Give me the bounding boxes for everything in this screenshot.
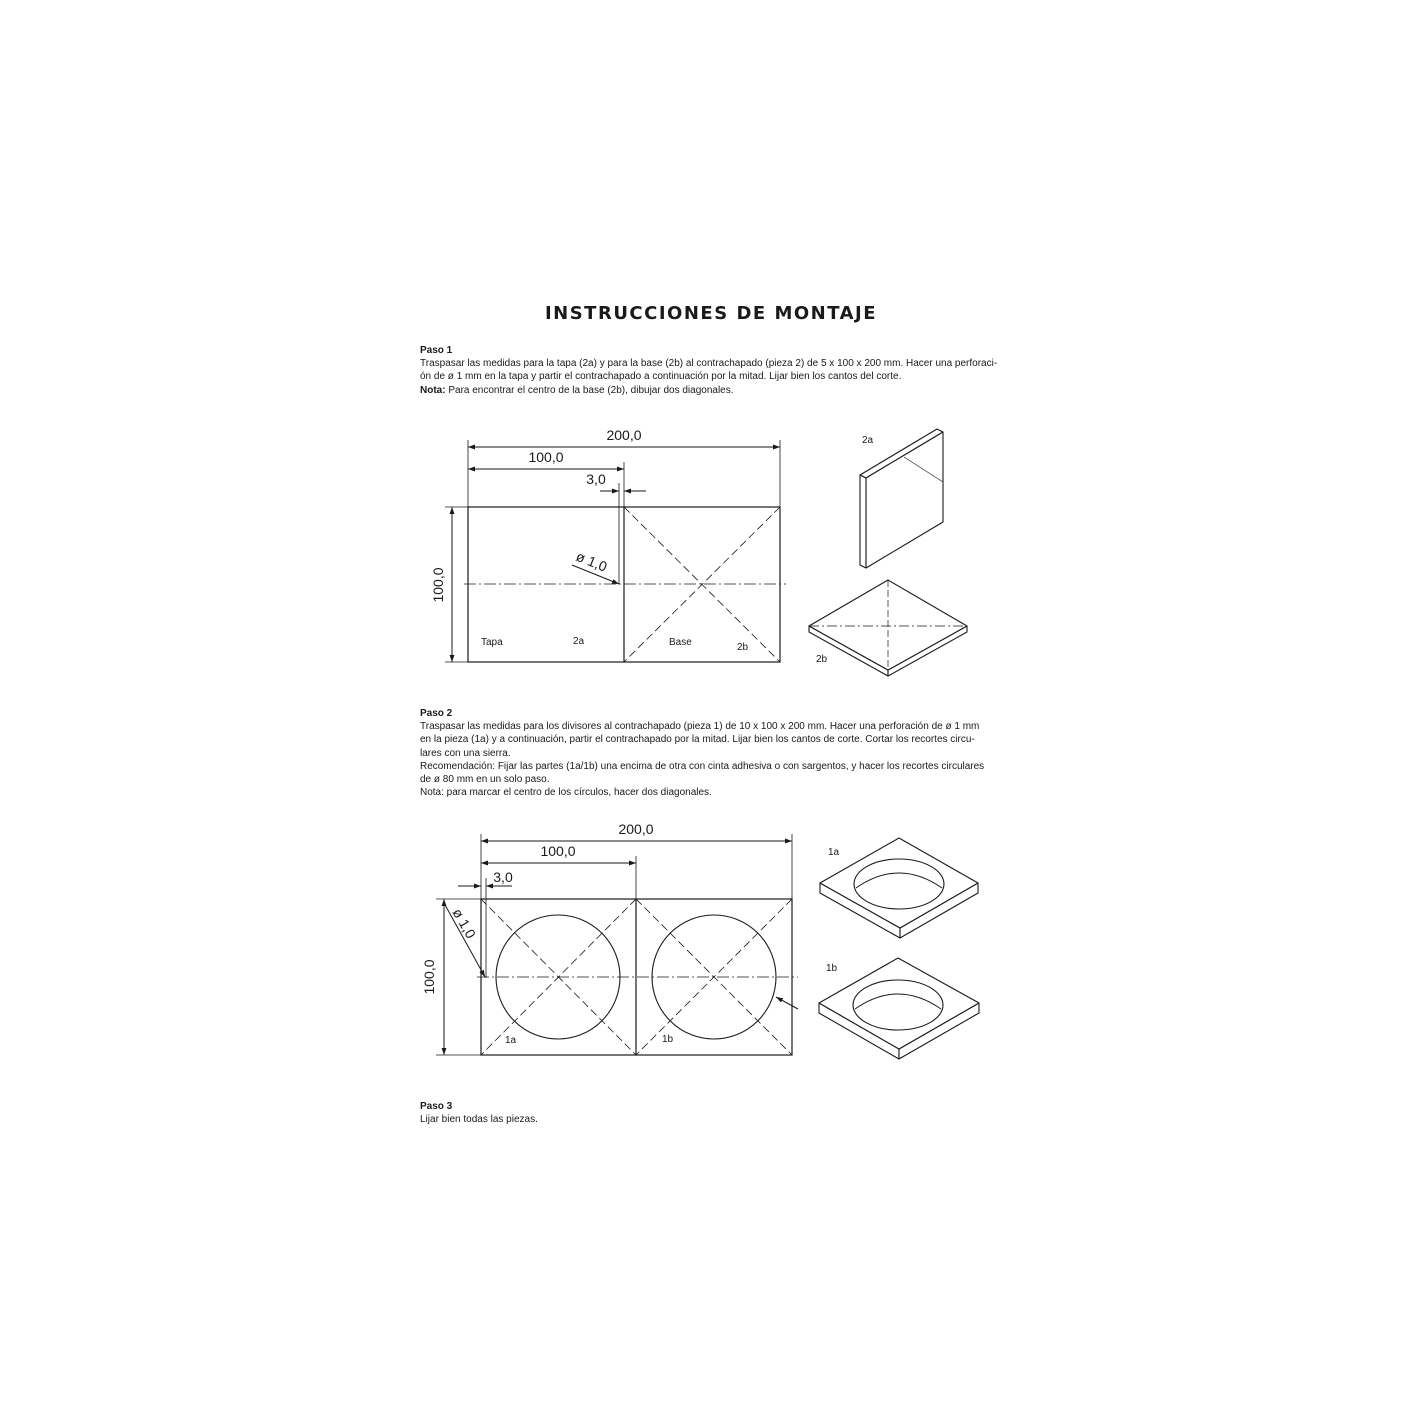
label-base: Base [669,637,692,648]
diagram-1-plan [445,440,786,662]
iso-part-1b [819,958,979,1059]
dim2-200-label: 200,0 [618,821,654,837]
iso-label-2a: 2a [862,435,874,446]
iso-label-2b: 2b [816,654,828,665]
step-2-line-3: lares con una sierra. [420,747,511,759]
label-2a: 2a [573,636,585,647]
dim-3-label: 3,0 [586,471,606,487]
dim-height-label: 100,0 [430,567,446,603]
step-3-line-1: Lijar bien todas las piezas. [420,1114,538,1126]
step-1-line-1: Traspasar las medidas para la tapa (2a) y para la base (2b) al contrachapado (pieza 2) de 5 x 100 x 200 mm. Hacer una perforaci- [420,358,998,370]
dim-100-label: 100,0 [528,449,564,465]
step-2-heading: Paso 2 [420,708,453,719]
label-2b: 2b [737,642,749,653]
diagram-2-plan [436,834,798,1055]
dim2-100-label: 100,0 [540,843,576,859]
dim-200-label: 200,0 [606,427,642,443]
step-2-line-6: Nota: para marcar el centro de los círculos, hacer dos diagonales. [420,787,712,799]
dim2-hole-label: ø 1,0 [449,905,480,942]
step-2-line-1: Traspasar las medidas para los divisores al contrachapado (pieza 1) de 10 x 100 x 200 mm. Hacer una perforación de ø 1 mm [420,721,980,733]
iso-part-1a [820,838,978,938]
step-1-note-label: Nota: [420,384,446,396]
step-1-note-text: Para encontrar el centro de la base (2b), dibujar dos diagonales. [445,384,734,396]
label-tapa: Tapa [481,637,503,648]
page-title: INSTRUCCIONES DE MONTAJE [544,303,878,324]
iso-part-2b [809,580,967,676]
step-3-heading: Paso 3 [420,1101,453,1112]
iso-label-1b: 1b [826,963,838,974]
iso-part-2a [860,429,943,568]
iso-label-1a: 1a [828,847,840,858]
step-2-line-5: de ø 80 mm en un solo paso. [420,774,550,786]
step-1-heading: Paso 1 [420,345,453,356]
dim2-3-label: 3,0 [493,869,513,885]
step-1-line-2: ón de ø 1 mm en la tapa y partir el contrachapado a continuación por la mitad. Lijar bien los cantos del corte. [420,371,902,383]
label-1a: 1a [505,1035,517,1046]
step-2-line-4: Recomendación: Fijar las partes (1a/1b) una encima de otra con cinta adhesiva o con sargentos, y hacer los recortes circulares [420,760,985,772]
dim2-height-label: 100,0 [421,959,437,995]
step-2-line-2: en la pieza (1a) y a continuación, partir el contrachapado por la mitad. Lijar bien los cantos de corte. Cortar los recortes circu- [420,734,975,746]
dim-hole-label: ø 1,0 [573,547,610,575]
circle-leader [776,997,798,1009]
label-1b: 1b [662,1034,674,1045]
